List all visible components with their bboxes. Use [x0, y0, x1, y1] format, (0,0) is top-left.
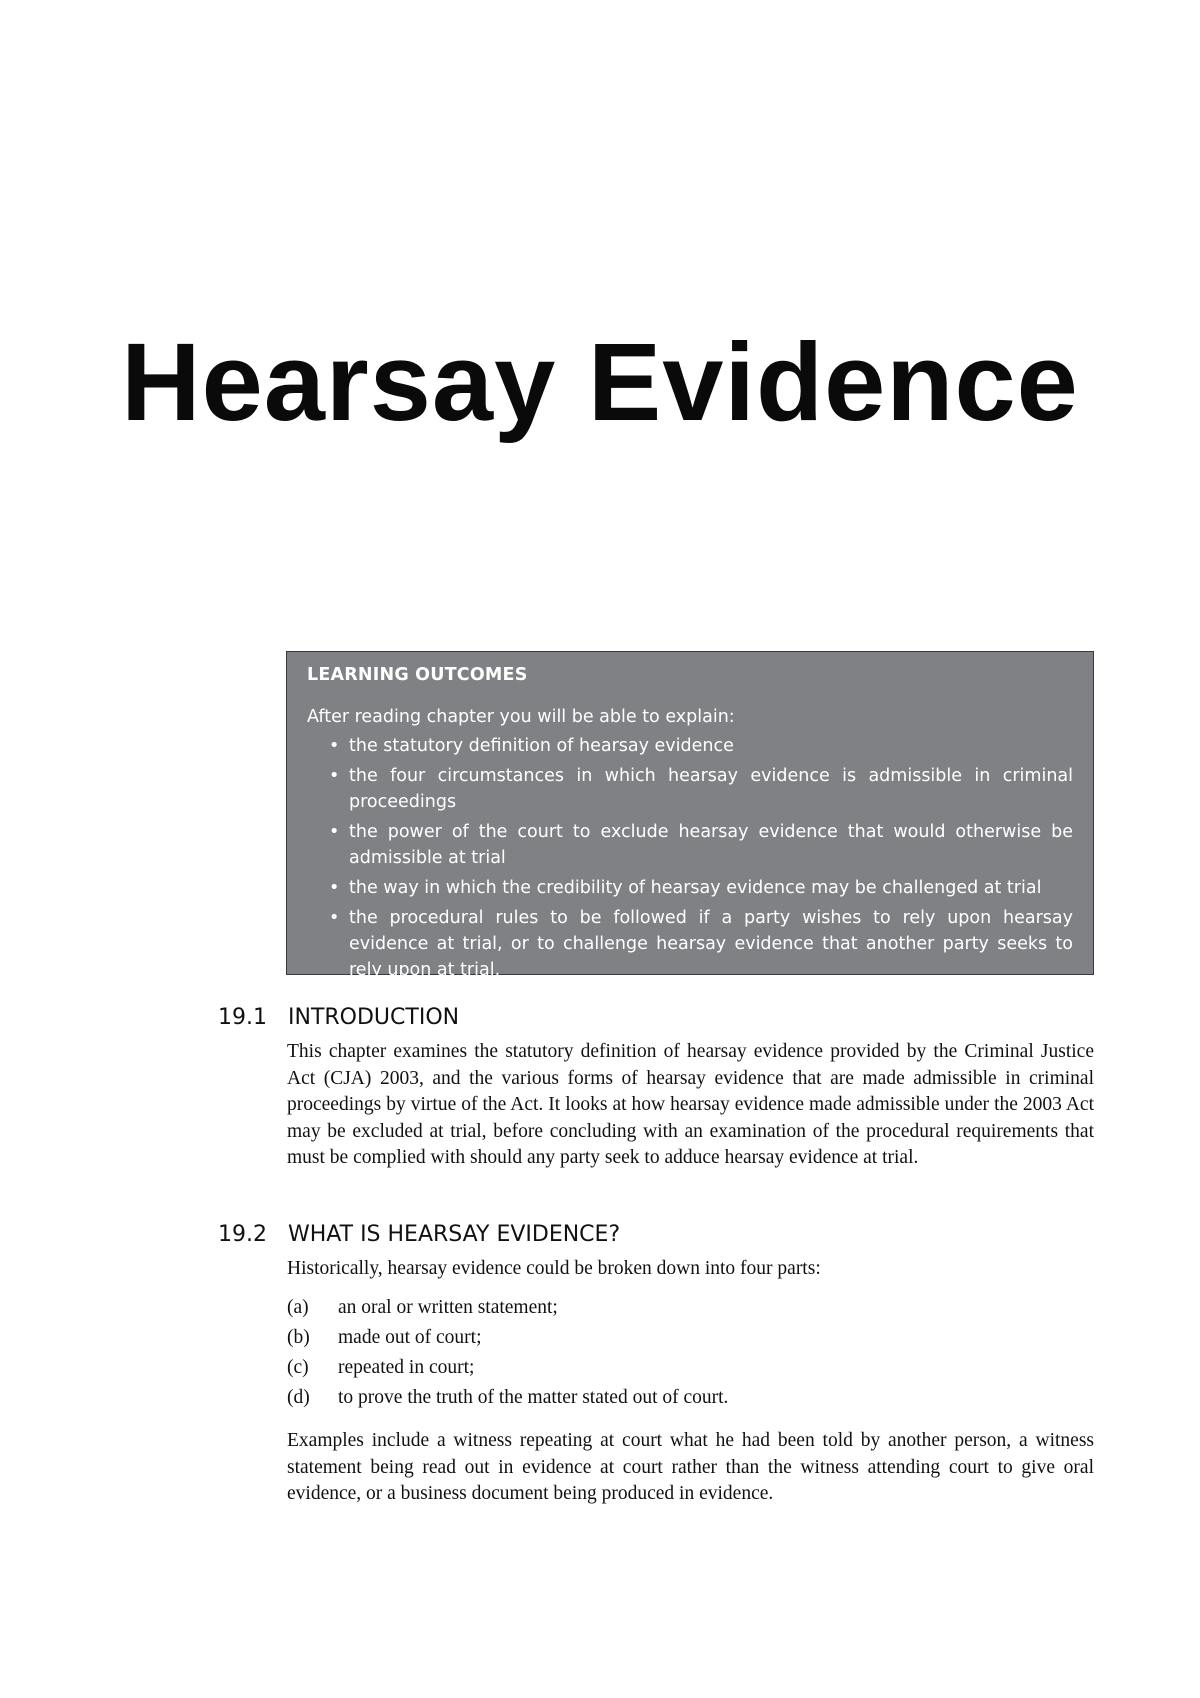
section-title: WHAT IS HEARSAY EVIDENCE? — [288, 1222, 621, 1247]
introduction-paragraph: This chapter examines the statutory definition of hearsay evidence provided by the Criminal Justice Act (CJA) 2003, and the various forms of hearsay evidence that are made admissible in criminal proceedings by virtue of the Act. It looks at how hearsay evidence made admissible under the 2003 Act may be excluded at trial, before concluding with an examination of the procedural requirements that must be complied with should any party seek to adduce hearsay evidence at trial. — [287, 1041, 1094, 1168]
learning-outcomes-heading: LEARNING OUTCOMES — [307, 665, 528, 685]
learning-outcome-item — [307, 819, 1073, 871]
list-marker: (c) — [287, 1357, 309, 1378]
list-marker: (a) — [287, 1297, 309, 1318]
list-marker: (d) — [287, 1387, 310, 1408]
list-item-text: to prove the truth of the matter stated out of court. — [338, 1387, 729, 1408]
bullet-icon: • — [329, 766, 340, 786]
learning-outcome-item — [307, 875, 1073, 901]
section-title: INTRODUCTION — [288, 1005, 460, 1030]
list-item-text: made out of court; — [338, 1327, 482, 1348]
section-heading-introduction — [218, 1004, 459, 1032]
bullet-icon: • — [329, 822, 340, 842]
list-item — [287, 1295, 1094, 1325]
what-is-hearsay-paragraph: Historically, hearsay evidence could be broken down into four parts: — [287, 1258, 821, 1279]
hearsay-parts-list — [287, 1295, 1094, 1415]
learning-outcomes-box — [286, 651, 1094, 980]
section-number: 19.2 — [218, 1222, 267, 1247]
learning-outcome-text: the statutory definition of hearsay evidence — [349, 736, 734, 756]
examples-paragraph: Examples include a witness repeating at court what he had been told by another person, a witness statement being read out in evidence at court rather than the witness attending court to give oral evidence, or a business document being produced in evidence. — [287, 1430, 1094, 1504]
list-item — [287, 1385, 1094, 1415]
learning-outcome-item — [307, 763, 1073, 815]
bullet-icon: • — [329, 878, 340, 898]
learning-outcome-text: the procedural rules to be followed if a party wishes to rely upon hearsay evidence at trial, or to challenge hearsay evidence that another party seeks to rely upon at trial. — [349, 908, 1073, 980]
learning-outcome-text: the four circumstances in which hearsay evidence is admissible in criminal proceedings — [349, 766, 1073, 812]
section-heading-what-is-hearsay — [218, 1221, 620, 1249]
learning-outcomes-intro: After reading chapter you will be able to explain: — [307, 707, 735, 727]
list-item-text: an oral or written statement; — [338, 1297, 558, 1318]
learning-outcome-item — [307, 733, 1073, 759]
section-number: 19.1 — [218, 1005, 267, 1030]
learning-outcome-item — [307, 905, 1073, 983]
list-marker: (b) — [287, 1327, 310, 1348]
bullet-icon: • — [329, 908, 340, 928]
bullet-icon: • — [329, 736, 340, 756]
learning-outcome-text: the way in which the credibility of hearsay evidence may be challenged at trial — [349, 878, 1042, 898]
chapter-title: Hearsay Evidence — [121, 321, 1079, 444]
learning-outcome-text: the power of the court to exclude hearsay evidence that would otherwise be admissible at trial — [349, 822, 1073, 868]
learning-outcomes-list — [307, 733, 1073, 983]
list-item-text: repeated in court; — [338, 1357, 475, 1378]
list-item — [287, 1325, 1094, 1355]
list-item — [287, 1355, 1094, 1385]
